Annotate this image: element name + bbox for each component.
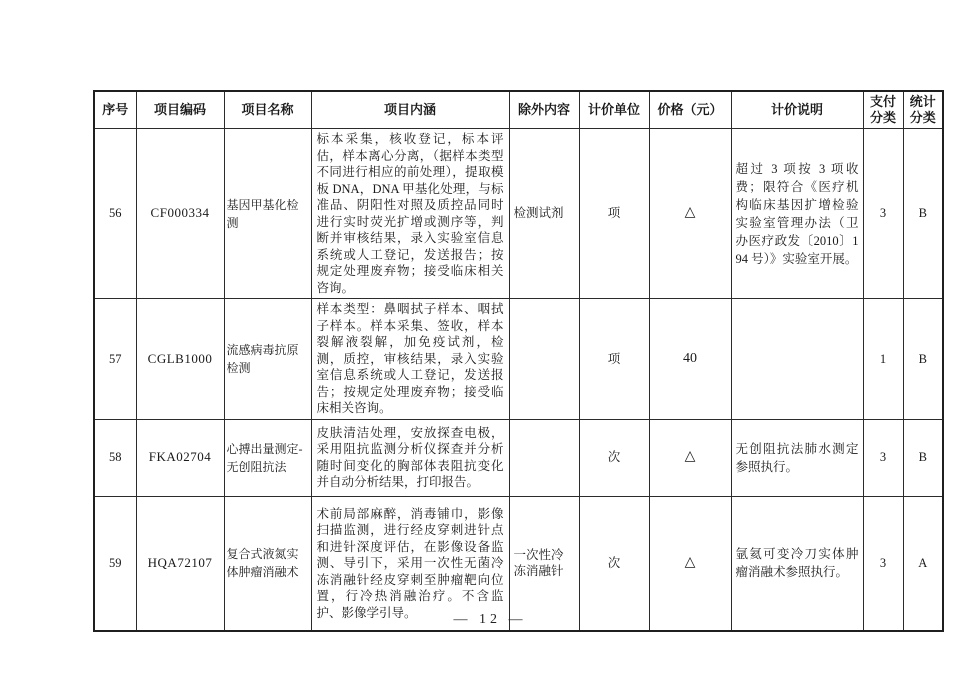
col-header-pay-class: 支付分类 — [863, 91, 903, 129]
cell-code: HQA72107 — [136, 496, 224, 631]
cell-price: △ — [649, 129, 731, 299]
cell-seq: 59 — [94, 496, 136, 631]
cell-code: FKA02704 — [136, 419, 224, 496]
cell-seq: 58 — [94, 419, 136, 496]
cell-seq: 56 — [94, 129, 136, 299]
col-header-excluded: 除外内容 — [509, 91, 579, 129]
cell-content: 皮肤清洁处理，安放探查电极，采用阻抗监测分析仪探查并分析随时间变化的胸部体表阻抗变化并自动分析结果，打印报告。 — [311, 419, 509, 496]
col-header-stat-class: 统计分类 — [903, 91, 943, 129]
col-header-seq: 序号 — [94, 91, 136, 129]
cell-note: 无创阻抗法肺水测定参照执行。 — [731, 419, 863, 496]
cell-name: 复合式液氮实体肿瘤消融术 — [224, 496, 311, 631]
cell-price: △ — [649, 496, 731, 631]
medical-price-table — [93, 90, 944, 632]
cell-excluded — [509, 299, 579, 420]
cell-content: 样本类型：鼻咽拭子样本、咽拭子样本。样本采集、签收，样本裂解液裂解，加免疫试剂，检测，质控，审核结果，录入实验室信息系统或人工登记，发送报告；按规定处理废弃物；接受临床相关咨询。 — [311, 299, 509, 420]
cell-note — [731, 299, 863, 420]
cell-stat-class: A — [903, 496, 943, 631]
cell-price: 40 — [649, 299, 731, 420]
cell-price: △ — [649, 419, 731, 496]
table-row — [94, 129, 943, 299]
col-header-content: 项目内涵 — [311, 91, 509, 129]
cell-content: 术前局部麻醉，消毒铺巾，影像扫描监测，进行经皮穿刺进针点和进针深度评估，在影像设备监测、导引下，采用一次性无菌冷冻消融针经皮穿刺至肿瘤靶向位置，行冷热消融治疗。不含监护、影像学引导。 — [311, 496, 509, 631]
cell-excluded — [509, 419, 579, 496]
cell-unit: 次 — [579, 496, 649, 631]
cell-unit: 次 — [579, 419, 649, 496]
cell-stat-class: B — [903, 299, 943, 420]
col-header-note: 计价说明 — [731, 91, 863, 129]
cell-note: 超过 3 项按 3 项收费；限符合《医疗机构临床基因扩增检验实验室管理办法（卫办医疗政发〔2010〕194 号）》实验室开展。 — [731, 129, 863, 299]
table-header-row — [94, 91, 943, 129]
cell-content: 标本采集，核收登记，标本评估，样本离心分离，（据样本类型不同进行相应的前处理），提取模板 DNA，DNA 甲基化处理，与标准品、阴阳性对照及质控品同时进行实时荧光扩增或测序等，判断并审核结果，录入实验室信息系统或人工登记，发送报告；按规定处理废弃物；接受临床相关咨询。 — [311, 129, 509, 299]
cell-code: CGLB1000 — [136, 299, 224, 420]
cell-stat-class: B — [903, 129, 943, 299]
cell-pay-class: 3 — [863, 419, 903, 496]
col-header-price: 价格（元） — [649, 91, 731, 129]
table-row — [94, 496, 943, 631]
cell-code: CF000334 — [136, 129, 224, 299]
col-header-code: 项目编码 — [136, 91, 224, 129]
cell-name: 流感病毒抗原检测 — [224, 299, 311, 420]
cell-excluded: 一次性冷冻消融针 — [509, 496, 579, 631]
cell-excluded: 检测试剂 — [509, 129, 579, 299]
col-header-unit: 计价单位 — [579, 91, 649, 129]
cell-name: 心搏出量测定-无创阻抗法 — [224, 419, 311, 496]
cell-unit: 项 — [579, 129, 649, 299]
cell-pay-class: 1 — [863, 299, 903, 420]
cell-pay-class: 3 — [863, 129, 903, 299]
cell-seq: 57 — [94, 299, 136, 420]
col-header-name: 项目名称 — [224, 91, 311, 129]
table-row — [94, 419, 943, 496]
cell-note: 氩氦可变冷刀实体肿瘤消融术参照执行。 — [731, 496, 863, 631]
cell-unit: 项 — [579, 299, 649, 420]
cell-stat-class: B — [903, 419, 943, 496]
page-number: — 12 — — [453, 612, 527, 627]
cell-name: 基因甲基化检测 — [224, 129, 311, 299]
table-row — [94, 299, 943, 420]
cell-pay-class: 3 — [863, 496, 903, 631]
